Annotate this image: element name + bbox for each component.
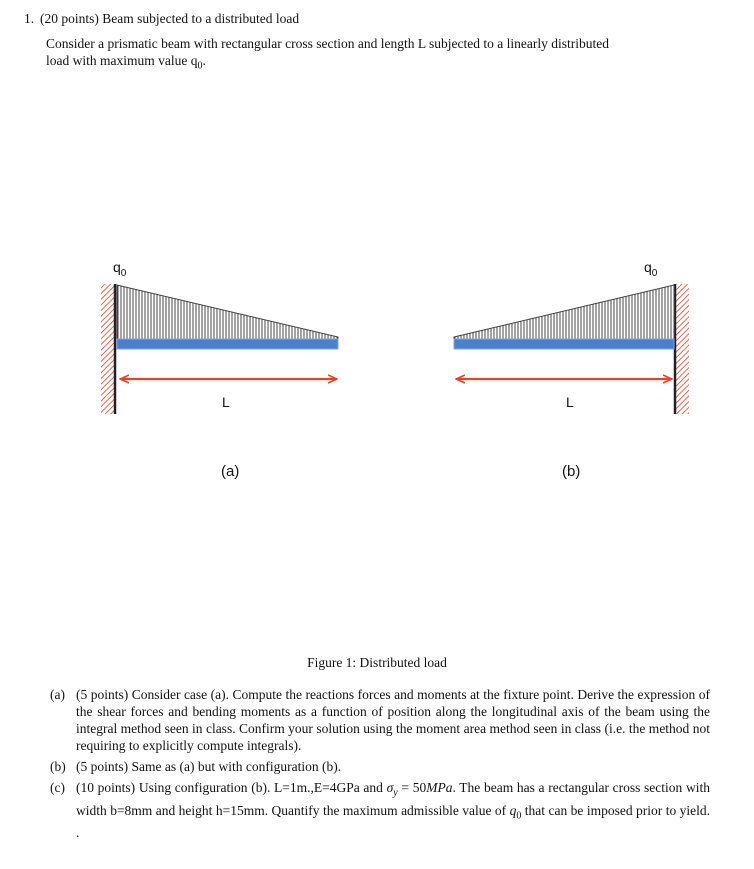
length-label-b: L [566, 394, 574, 410]
distributed-load-a [117, 285, 338, 340]
panel-label-b: (b) [562, 463, 581, 480]
config-a [101, 284, 338, 414]
intro-end: . [202, 53, 206, 68]
problem-intro [46, 35, 714, 75]
intro-subscript: 0 [197, 60, 203, 72]
beam-a [117, 339, 338, 349]
figure-caption: Figure 1: Distributed load [307, 655, 447, 670]
load-label-a: $q_0$ [113, 259, 127, 279]
part-b [50, 758, 710, 775]
wall-b-hatch [675, 284, 689, 414]
problem-number: 1. [24, 11, 35, 26]
part-b-text: (5 points) Same as (a) but with configuration (b). [76, 759, 342, 774]
part-a [50, 686, 710, 754]
load-outline [117, 285, 338, 340]
part-a-text: (5 points) Consider case (a). Compute the reactions forces and moments at the fixture point. Derive the expression of the shear forces and bending moments as a function of position along the longitudinal axis of the beam using the integral method seen in class. Confirm your solution using the moment area method seen in class (i.e. the method not requiring to explicitly compute integrals). [76, 687, 710, 753]
problem-heading: (20 points) Beam subjected to a distributed load [40, 11, 300, 26]
part-c-label: (c) [50, 780, 65, 795]
distributed-load-b [454, 285, 674, 340]
part-a-label: (a) [50, 687, 65, 702]
panel-label-a: (a) [221, 463, 240, 480]
beam-b [454, 339, 674, 349]
wall-a-hatch [101, 284, 115, 414]
question-parts [50, 686, 710, 845]
load-label-b: $q_0$ [644, 259, 658, 279]
part-b-label: (b) [50, 759, 66, 774]
intro-line-2: load with maximum value q [46, 53, 198, 68]
length-label-a: L [222, 394, 230, 410]
figure-1 [0, 230, 754, 500]
intro-line-1: Consider a prismatic beam with rectangular cross section and length L subjected to a linearly distributed [46, 36, 609, 51]
part-c: (c) (10 points) Using configuration (b). L=1m.,E=4GPa and $\sigma_y = 50MPa$. The beam has a rectangular cross section with width b=8mm and height h=15mm. Quantify the maximum admissible value of $q_0$ that can be imposed prior to yield. . [50, 780, 710, 841]
